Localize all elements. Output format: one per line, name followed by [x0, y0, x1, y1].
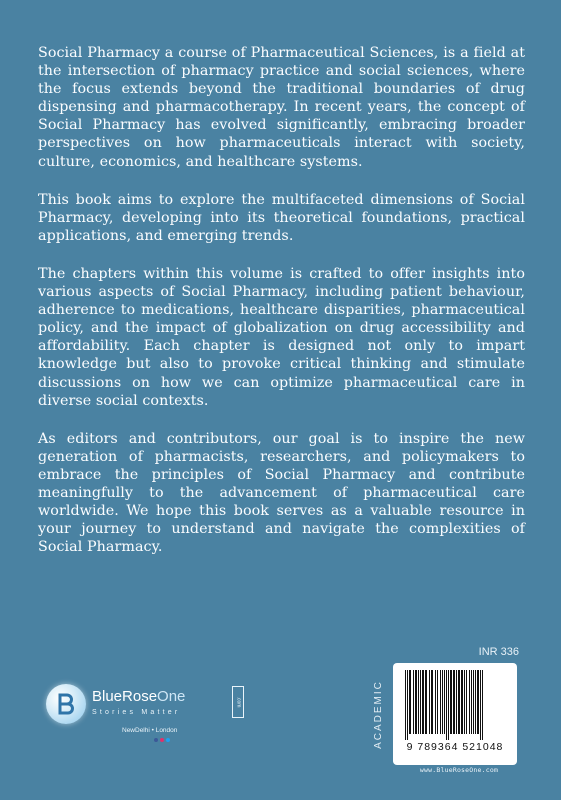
barcode-bar: [425, 670, 427, 734]
paragraph-intro: Social Pharmacy a course of Pharmaceutical Sciences, is a field at the intersection of pharmacy practice and social sciences, where the focus extends beyond the traditional boundaries of drug dispensing and pharmacotherapy. In recent years, the concept of Social Pharmacy has evolved significantly, embracing broader perspectives on how pharmaceuticals interact with society, culture, economics, and healthcare systems.: [38, 45, 525, 170]
price-label: INR 336: [478, 646, 519, 658]
social-icons: [154, 738, 170, 742]
barcode-bar: [420, 670, 421, 734]
barcode-bar: [469, 670, 470, 734]
publisher-domain-mark: [232, 686, 244, 718]
category-text: ACADEMIC: [372, 679, 384, 749]
barcode-bar: [456, 670, 457, 734]
barcode-bar: [480, 670, 481, 740]
b-letter-icon: [54, 692, 78, 716]
barcode-bar: [482, 670, 483, 740]
barcode-bar: [437, 670, 438, 734]
paragraph-aims: This book aims to explore the multifaceted dimensions of Social Pharmacy, developing into its theoretical foundations, practical applications, and emerging trends.: [38, 191, 525, 244]
facebook-icon: [154, 738, 158, 742]
barcode-bar: [422, 670, 424, 734]
barcode-bar: [466, 670, 467, 734]
barcode-bar: [409, 670, 411, 734]
barcode-bar: [418, 670, 419, 734]
category-label: [366, 668, 390, 760]
publisher-tagline: Stories Matter: [92, 709, 181, 716]
barcode-bar: [405, 670, 406, 740]
publisher-name: [92, 688, 185, 705]
barcode-bar: [461, 670, 463, 734]
paragraph-goals: As editors and contributors, our goal is to inspire the new generation of pharmacists, researchers, and policymakers to embrace the principles of Social Pharmacy and contribute meaningfully to the advancement of pharmaceutical care worldwide. We hope this book serves as a valuable resource in your journey to understand and navigate the complexities of Social Pharmacy.: [38, 430, 525, 556]
blurb-text: [38, 44, 525, 576]
publisher-name-blue: BlueRose: [92, 688, 158, 705]
barcode-bar: [429, 670, 430, 734]
publisher-logo: [46, 680, 266, 750]
barcode-bar: [446, 670, 447, 740]
barcode-bar: [431, 670, 433, 734]
publisher-name-one: One: [157, 688, 186, 705]
twitter-icon: [166, 738, 170, 742]
instagram-icon: [160, 738, 164, 742]
logo-badge: [46, 684, 86, 724]
barcode-bar: [453, 670, 455, 734]
isbn-number: 9 789364 521048: [406, 741, 504, 753]
barcode-bar: [464, 670, 465, 734]
barcode-bar: [444, 670, 445, 734]
barcode-bar: [442, 670, 443, 734]
barcode-bar: [450, 670, 452, 734]
barcode-bar: [471, 670, 472, 734]
barcode-bar: [458, 670, 460, 734]
paragraph-chapters: The chapters within this volume is crafted to offer insights into various aspects of Social Pharmacy, including patient behaviour, adherence to medications, healthcare disparities, pharmaceutical policy, and the impact of globalization on drug accessibility and affordability. Each chapter is designed not only to impart knowledge but also to provoke critical thinking and stimulate discussions on how we can optimize pharmaceutical care in diverse social contexts.: [38, 265, 525, 409]
barcode-bar: [407, 670, 408, 740]
barcode-bar: [448, 670, 449, 740]
barcode-bar: [475, 670, 476, 734]
barcode-bar: [473, 670, 474, 734]
isbn-barcode: [393, 663, 517, 765]
barcode-bar: [477, 670, 479, 734]
barcode-bar: [435, 670, 436, 734]
domain-mark-text: .com: [235, 696, 241, 708]
barcode-icon: [403, 670, 507, 740]
barcode-bar: [440, 670, 441, 734]
website-url: www.BlueRoseOne.com: [419, 766, 499, 774]
publisher-cities: NewDelhi • London: [122, 727, 178, 734]
barcode-bar: [415, 670, 417, 734]
barcode-bar: [413, 670, 414, 734]
